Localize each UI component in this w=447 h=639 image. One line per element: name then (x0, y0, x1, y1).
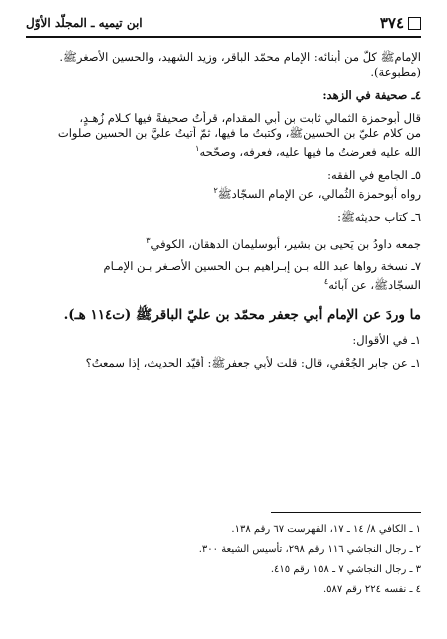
page-number: ٣٧٤ (379, 14, 404, 32)
running-title: ابن تيميه ـ المجلّد الأوّل (26, 16, 143, 30)
footnote: ٢ ـ رجال النجاشي ١١٦ رقم ٢٩٨، تأسيس الشيعة ٣٠٠. (198, 544, 421, 555)
line-text: الله عليه فعرضتُ ما فيها عليه، فعرفه، وصحّحه (199, 144, 421, 159)
text-line: قال أبوحمزة الثمالي ثابت بن أبي المقدام، قرأتُ صحيفةً فيها كـلام زُهـدٍ، (79, 111, 421, 125)
footnote-marker: ١ (195, 144, 200, 153)
quote-line: ١ـ عن جابر الجُعْفي، قال: قلت لأبي جعفرﷺ: أُقيّد الحديث، إذا سمعتُ؟ (85, 356, 421, 371)
text-line (26, 141, 421, 160)
footnote: ٣ ـ رجال النجاشي ٧ ـ ١٥٨ رقم ٤١٥. (270, 564, 421, 575)
footnotes (26, 520, 421, 600)
text-line (26, 233, 421, 252)
main-text (26, 50, 421, 371)
text-line (26, 274, 421, 293)
footnote-divider (271, 512, 421, 513)
line-text: السجّادﷺ، عن آبائه (328, 278, 421, 293)
text-line: من كلام عليّ بن الحسينﷺ، وكتبتُ ما فيها، ثمّ أتيتُ عليَّ بن الحسين صلوات (57, 126, 421, 140)
footnote-marker: ٢ (213, 185, 218, 195)
line-text: جمعه داودُ بن يَحيى بن بشير، أبوسليمان الدهقان، الكوفي (150, 236, 421, 251)
text-line: ٧ـ نسخة رواها عبد الله بـن إبـراهيم بـن الحسين الأصـغر بـن الإمـام (103, 259, 421, 274)
subsection-heading: ١ـ في الأقوال: (352, 333, 421, 348)
footnote: ١ ـ الكافي ٨/ ١٤ ـ ١٧، الفهرست ٦٧ رقم ١٣٨. (231, 524, 421, 535)
item-heading: ٦ـ كتاب حديثهﷺ: (337, 209, 421, 224)
text-line (26, 183, 421, 202)
page-number-box-icon (408, 17, 421, 30)
page-number-block (380, 14, 421, 32)
text-line: الإمامﷺ كلٌّ من أبنائه: الإمام محمّد الباقر، وزيد الشهيد، والحسين الأصغرﷺ. (59, 50, 421, 64)
footnote-marker: ٤ (323, 277, 329, 287)
item-heading: ٥ـ الجامع في الفقه: (327, 167, 421, 182)
item-heading: ٤ـ صحيفة في الزهد: (322, 88, 421, 102)
page-header (26, 10, 421, 38)
text-line: (مطبوعة). (370, 65, 421, 79)
footnote-marker: ٣ (146, 235, 151, 245)
footnote: ٤ ـ نفسه ٢٢٤ رقم ٥٨٧. (322, 584, 421, 595)
line-text: رواه أبوحمزة الثُمالي، عن الإمام السجّادﷺ (217, 186, 421, 201)
section-title: ما وردَ عن الإمام أبي جعفر محمّد بن عليّ الباقرﷺ (ت١١٤ هـ). (63, 307, 421, 324)
